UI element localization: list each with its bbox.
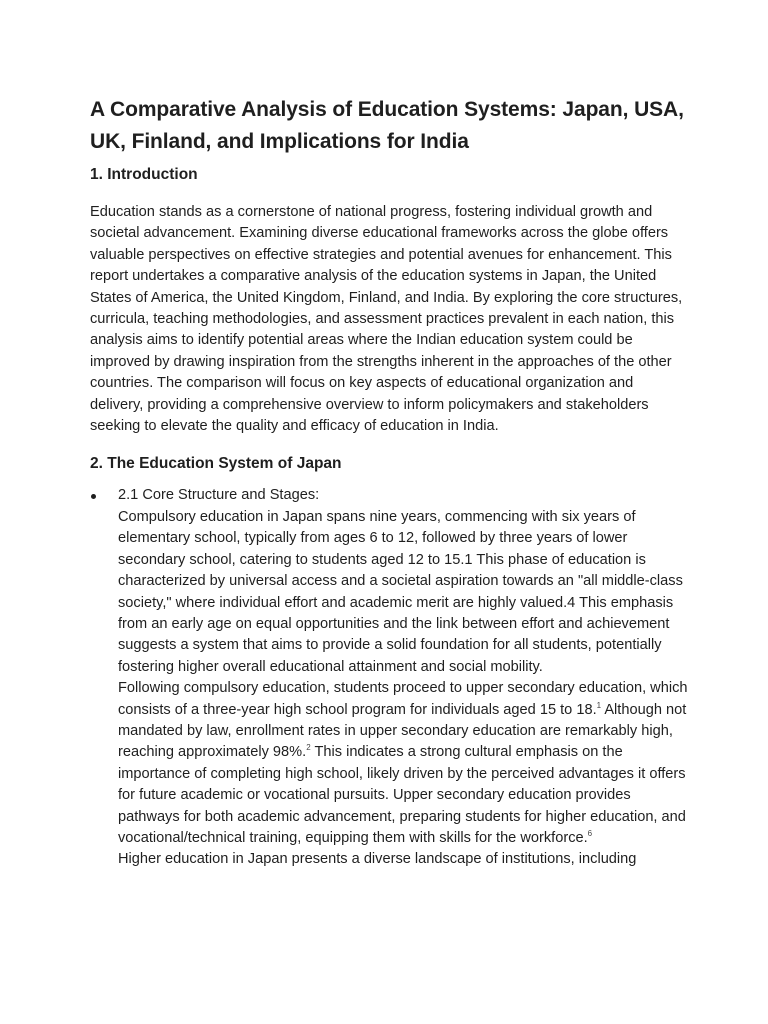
introduction-paragraph: Education stands as a cornerstone of national progress, fostering individual growth and societal advancement. Examining diverse educational frameworks across the globe offers valuable perspectives on effective strategies and potential avenues for enhancement. This report undertakes a comparative analysis of the education systems in Japan, the United States of America, the United Kingdom, Finland, and India. By exploring the core structures, curricula, teaching methodologies, and assessment practices prevalent in each nation, this analysis aims to identify potential areas where the Indian education system could be improved by drawing inspiration from the strengths inherent in the approaches of the other countries. The comparison will focus on key aspects of educational organization and delivery, providing a comprehensive overview to inform policymakers and stakeholders seeking to elevate the quality and efficacy of education in India. — [90, 204, 683, 435]
upper-secondary-text-c: This indicates a strong cultural emphasis on the importance of completing high school, likely driven by the perceived advantages it offers for future academic or vocational pursuits. Upper secondary education provides pathways for both academic advancement, preparing students for higher education, and vocational/technical training, equipping them with skills for the workforce. — [118, 744, 686, 846]
compulsory-education-paragraph: Compulsory education in Japan spans nine years, commencing with six years of elementary school, typically from ages 6 to 12, followed by three years of lower secondary school, catering to students aged 12 to 15.1 This phase of education is characterized by universal access and a societal aspiration towards an "all middle-class society," where individual effort and academic merit are highly valued.4 This emphasis from an early age on equal opportunities and the link between effort and achievement suggests a system that aims to provide a solid foundation for all students, potentially fostering higher overall educational attainment and social mobility. — [118, 508, 683, 675]
footnote-ref: 2 — [306, 743, 311, 753]
upper-secondary-text-b: Although not mandated by law, enrollment rates in upper secondary education are remarkably high, reaching approximately 98%. — [118, 701, 687, 761]
section-heading-introduction: 1. Introduction — [90, 166, 198, 183]
bullet-icon — [91, 494, 96, 499]
footnote-ref: 1 — [596, 700, 602, 710]
footnote-ref: 6 — [587, 829, 593, 839]
list-item — [90, 485, 690, 870]
document-page — [90, 94, 690, 871]
upper-secondary-text-a: Following compulsory education, students proceed to upper secondary education, which consists of a three-year high school program for individuals aged 15 to 18. — [118, 680, 688, 718]
section-heading-japan: 2. The Education System of Japan — [90, 455, 342, 473]
document-title: A Comparative Analysis of Education Systems: Japan, USA, UK, Finland, and Implications for India — [90, 98, 684, 153]
higher-education-paragraph: Higher education in Japan presents a diverse landscape of institutions, including — [118, 851, 637, 868]
upper-secondary-paragraph — [118, 678, 690, 849]
japan-bullet-list — [90, 485, 690, 870]
bullet-label: 2.1 Core Structure and Stages: — [118, 487, 320, 504]
